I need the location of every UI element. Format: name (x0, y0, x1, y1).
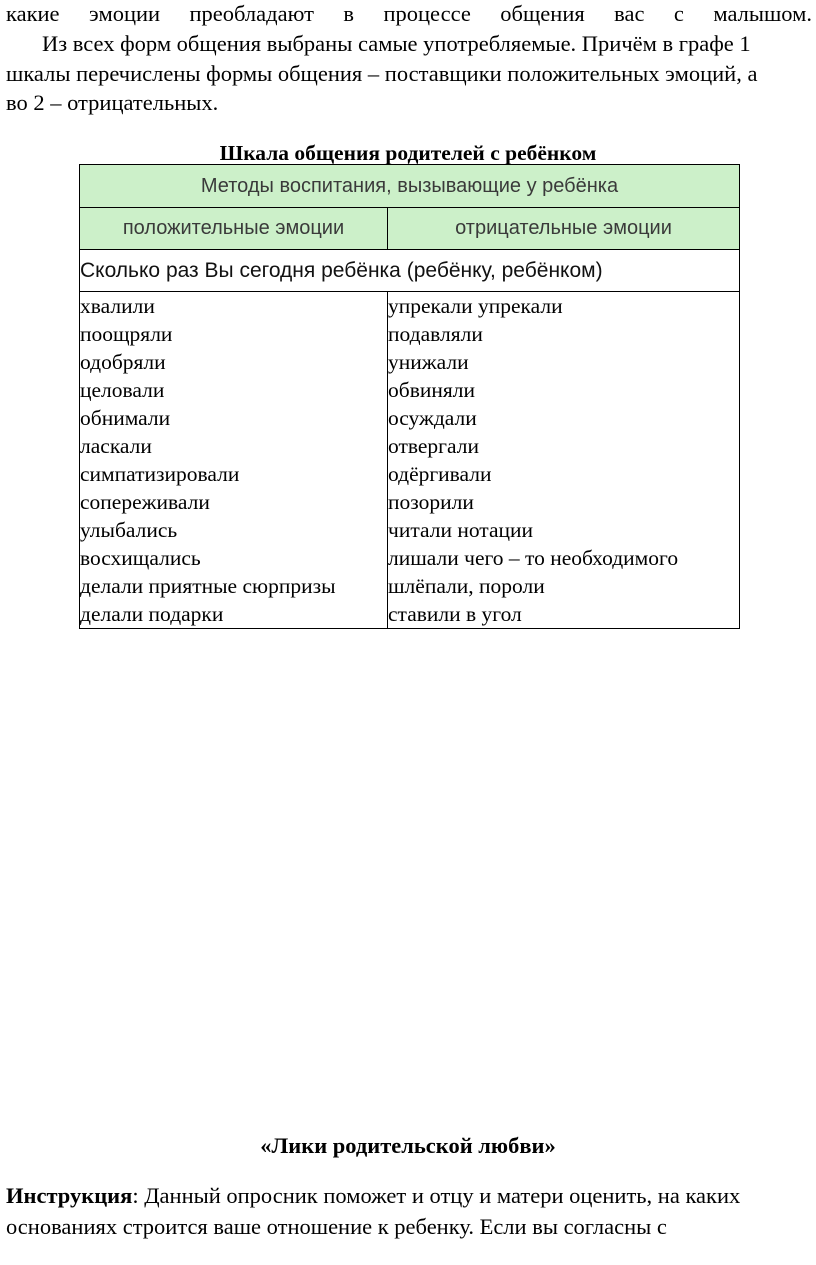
list-item: подавляли (388, 322, 483, 346)
positive-emotions-header: положительные эмоции (80, 208, 388, 250)
list-item: целовали (80, 378, 165, 402)
negative-emotions-header: отрицательные эмоции (388, 208, 740, 250)
list-item: позорили (388, 490, 474, 514)
list-item: одёргивали (388, 462, 492, 486)
instruction-text-1: : Данный опросник поможет и отцу и матери оценить, на каких (132, 1183, 741, 1208)
list-item: отвергали (388, 434, 479, 458)
instruction-label: Инструкция (6, 1183, 133, 1208)
list-item: читали нотации (388, 518, 534, 542)
list-item: лишали чего – то необходимого (388, 546, 679, 570)
section-title: «Лики родительской любви» (260, 1133, 556, 1158)
list-item: хвалили (80, 294, 155, 318)
communication-scale-table (79, 164, 740, 629)
list-item: ставили в угол (388, 602, 522, 626)
intro-line-4: во 2 – отрицательных. (6, 90, 219, 115)
intro-line-1: какие эмоции преобладают в процессе общения вас с малышом. (6, 1, 812, 26)
list-item: сопереживали (80, 490, 210, 514)
list-item: поощряли (80, 322, 173, 346)
question-row: Сколько раз Вы сегодня ребёнка (ребёнку, ребёнком) (80, 250, 740, 292)
instruction-line-1 (6, 1182, 812, 1210)
list-item: осуждали (388, 406, 477, 430)
scale-title: Шкала общения родителей с ребёнком (219, 141, 597, 165)
intro-line-2: Из всех форм общения выбраны самые употребляемые. Причём в графе 1 (42, 31, 751, 56)
list-item: симпатизировали (80, 462, 240, 486)
list-item: ласкали (80, 434, 152, 458)
list-item: улыбались (80, 518, 178, 542)
list-item: делали приятные сюрпризы (80, 574, 336, 598)
instruction-line-2: основаниях строится ваше отношение к ребенку. Если вы согласны с (6, 1214, 667, 1239)
intro-line-3: шкалы перечислены формы общения – поставщики положительных эмоций, а (6, 61, 758, 86)
list-item: одобряли (80, 350, 166, 374)
positive-items-cell (80, 292, 388, 629)
list-item: упрекали упрекали (388, 294, 563, 318)
list-item: восхищались (80, 546, 201, 570)
methods-header: Методы воспитания, вызывающие у ребёнка (80, 165, 740, 208)
list-item: унижали (388, 350, 469, 374)
list-item: делали подарки (80, 602, 224, 626)
list-item: обвиняли (388, 378, 475, 402)
negative-items-cell (388, 292, 740, 629)
list-item: шлёпали, пороли (388, 574, 545, 598)
list-item: обнимали (80, 406, 171, 430)
